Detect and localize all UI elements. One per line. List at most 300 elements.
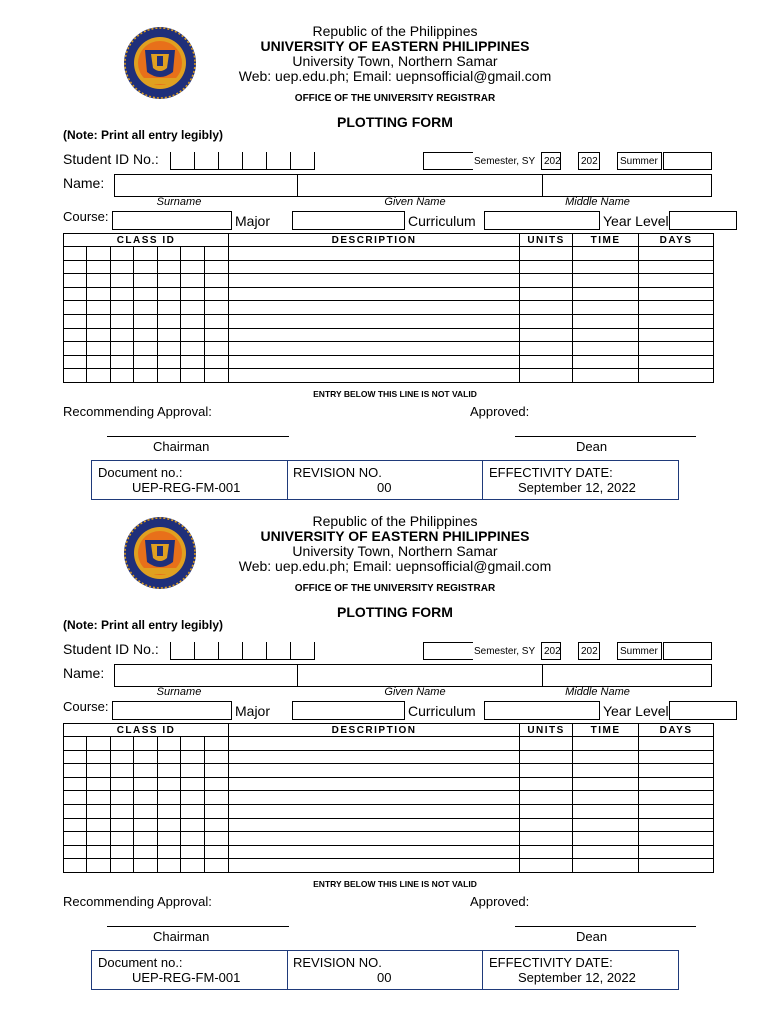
class-id-cell[interactable] <box>158 750 181 764</box>
description-cell[interactable] <box>229 804 520 818</box>
class-id-cell[interactable] <box>111 859 134 873</box>
chairman-label: Chairman <box>153 929 210 944</box>
class-id-cell[interactable] <box>205 832 229 846</box>
class-id-cell[interactable] <box>134 287 158 301</box>
middle-name-field[interactable] <box>542 664 712 687</box>
student-id-digit-box[interactable] <box>266 642 291 660</box>
name-label: Name: <box>63 665 105 681</box>
time-cell[interactable] <box>573 859 639 873</box>
student-id-digit-box[interactable] <box>242 642 267 660</box>
class-id-cell[interactable] <box>111 287 134 301</box>
class-id-cell[interactable] <box>205 791 229 805</box>
days-cell[interactable] <box>639 355 714 369</box>
time-cell[interactable] <box>573 804 639 818</box>
class-id-cell[interactable] <box>134 859 158 873</box>
class-id-cell[interactable] <box>134 750 158 764</box>
class-id-cell[interactable] <box>64 260 87 274</box>
class-id-cell[interactable] <box>181 328 205 342</box>
time-header: TIME <box>573 724 639 737</box>
days-cell[interactable] <box>639 369 714 383</box>
class-id-cell[interactable] <box>87 328 111 342</box>
republic-line: Republic of the Philippines <box>312 23 478 39</box>
units-cell[interactable] <box>520 791 573 805</box>
units-cell[interactable] <box>520 750 573 764</box>
description-cell[interactable] <box>229 750 520 764</box>
units-cell[interactable] <box>520 859 573 873</box>
table-row <box>64 777 714 791</box>
units-cell[interactable] <box>520 804 573 818</box>
summer-label: Summer <box>620 646 658 657</box>
semester-field[interactable] <box>423 152 473 170</box>
class-id-cell[interactable] <box>111 777 134 791</box>
class-id-cell[interactable] <box>158 314 181 328</box>
class-id-cell[interactable] <box>87 859 111 873</box>
class-id-cell[interactable] <box>134 301 158 315</box>
days-cell[interactable] <box>639 260 714 274</box>
time-cell[interactable] <box>573 342 639 356</box>
class-id-cell[interactable] <box>64 274 87 288</box>
description-cell[interactable] <box>229 287 520 301</box>
table-row <box>64 818 714 832</box>
class-id-cell[interactable] <box>87 737 111 751</box>
description-cell[interactable] <box>229 260 520 274</box>
table-row <box>64 342 714 356</box>
time-cell[interactable] <box>573 274 639 288</box>
time-cell[interactable] <box>573 777 639 791</box>
class-id-cell[interactable] <box>158 247 181 261</box>
class-id-cell[interactable] <box>205 818 229 832</box>
description-header: DESCRIPTION <box>229 234 520 247</box>
class-id-cell[interactable] <box>158 287 181 301</box>
class-id-cell[interactable] <box>205 314 229 328</box>
description-cell[interactable] <box>229 859 520 873</box>
class-id-cell[interactable] <box>111 342 134 356</box>
summer-box[interactable] <box>617 642 662 660</box>
class-id-cell[interactable] <box>205 737 229 751</box>
class-id-cell[interactable] <box>181 804 205 818</box>
class-id-cell[interactable] <box>87 260 111 274</box>
class-id-cell[interactable] <box>64 369 87 383</box>
days-cell[interactable] <box>639 301 714 315</box>
class-id-cell[interactable] <box>134 355 158 369</box>
class-id-cell[interactable] <box>181 791 205 805</box>
description-cell[interactable] <box>229 818 520 832</box>
dean-label: Dean <box>576 929 608 944</box>
class-id-cell[interactable] <box>87 832 111 846</box>
class-id-cell[interactable] <box>111 750 134 764</box>
university-location: University Town, Northern Samar <box>292 543 498 559</box>
units-cell[interactable] <box>520 737 573 751</box>
units-cell[interactable] <box>520 832 573 846</box>
curriculum-field[interactable] <box>484 211 600 230</box>
class-id-cell[interactable] <box>158 342 181 356</box>
description-cell[interactable] <box>229 247 520 261</box>
class-id-cell[interactable] <box>134 260 158 274</box>
course-field[interactable] <box>112 701 232 720</box>
curriculum-field[interactable] <box>484 701 600 720</box>
description-cell[interactable] <box>229 737 520 751</box>
class-id-cell[interactable] <box>205 369 229 383</box>
year-level-label: Year Level <box>603 703 669 719</box>
class-id-cell[interactable] <box>181 777 205 791</box>
class-id-cell[interactable] <box>158 777 181 791</box>
class-id-cell[interactable] <box>181 832 205 846</box>
time-cell[interactable] <box>573 260 639 274</box>
class-id-cell[interactable] <box>158 845 181 859</box>
class-id-cell[interactable] <box>111 355 134 369</box>
description-cell[interactable] <box>229 342 520 356</box>
class-id-cell[interactable] <box>205 260 229 274</box>
class-id-cell[interactable] <box>205 804 229 818</box>
class-id-cell[interactable] <box>64 804 87 818</box>
class-id-cell[interactable] <box>205 328 229 342</box>
subjects-table <box>63 723 714 873</box>
student-id-digit-box[interactable] <box>194 642 219 660</box>
class-id-cell[interactable] <box>87 314 111 328</box>
table-header-row <box>64 724 714 737</box>
class-id-cell[interactable] <box>158 355 181 369</box>
class-id-cell[interactable] <box>134 764 158 778</box>
class-id-cell[interactable] <box>158 764 181 778</box>
class-id-cell[interactable] <box>64 342 87 356</box>
class-id-cell[interactable] <box>87 764 111 778</box>
class-id-cell[interactable] <box>87 355 111 369</box>
class-id-cell[interactable] <box>181 260 205 274</box>
form-title: PLOTTING FORM <box>337 114 453 130</box>
class-id-cell[interactable] <box>64 287 87 301</box>
days-cell[interactable] <box>639 247 714 261</box>
units-cell[interactable] <box>520 764 573 778</box>
units-cell[interactable] <box>520 274 573 288</box>
given-name-caption: Given Name <box>384 196 446 208</box>
class-id-cell[interactable] <box>111 328 134 342</box>
class-id-cell[interactable] <box>87 369 111 383</box>
class-id-cell[interactable] <box>158 832 181 846</box>
days-cell[interactable] <box>639 777 714 791</box>
class-id-cell[interactable] <box>205 274 229 288</box>
class-id-cell[interactable] <box>111 791 134 805</box>
surname-field[interactable] <box>114 174 298 197</box>
given-name-field[interactable] <box>297 664 543 687</box>
doc-no-value: UEP-REG-FM-001 <box>132 970 241 985</box>
description-cell[interactable] <box>229 791 520 805</box>
class-id-cell[interactable] <box>181 247 205 261</box>
summer-field[interactable] <box>663 152 712 170</box>
class-id-cell[interactable] <box>87 791 111 805</box>
class-id-cell[interactable] <box>87 777 111 791</box>
doc-no-value: UEP-REG-FM-001 <box>132 480 241 495</box>
class-id-cell[interactable] <box>111 260 134 274</box>
plotting-form <box>0 0 768 500</box>
semester-label: Semester, SY <box>474 646 536 657</box>
time-cell[interactable] <box>573 355 639 369</box>
major-field[interactable] <box>292 211 405 230</box>
class-id-cell[interactable] <box>158 791 181 805</box>
days-cell[interactable] <box>639 791 714 805</box>
class-id-cell[interactable] <box>87 804 111 818</box>
days-cell[interactable] <box>639 859 714 873</box>
units-header: UNITS <box>520 234 573 247</box>
units-cell[interactable] <box>520 355 573 369</box>
class-id-cell[interactable] <box>134 737 158 751</box>
year-level-field[interactable] <box>669 211 737 230</box>
description-cell[interactable] <box>229 314 520 328</box>
units-cell[interactable] <box>520 818 573 832</box>
class-id-cell[interactable] <box>87 750 111 764</box>
student-id-digit-box[interactable] <box>170 642 195 660</box>
units-cell[interactable] <box>520 314 573 328</box>
class-id-cell[interactable] <box>134 845 158 859</box>
class-id-cell[interactable] <box>64 328 87 342</box>
class-id-cell[interactable] <box>134 777 158 791</box>
days-cell[interactable] <box>639 764 714 778</box>
student-id-digit-box[interactable] <box>218 152 243 170</box>
class-id-cell[interactable] <box>134 314 158 328</box>
class-id-cell[interactable] <box>87 247 111 261</box>
units-cell[interactable] <box>520 328 573 342</box>
class-id-cell[interactable] <box>111 764 134 778</box>
days-header: DAYS <box>639 724 714 737</box>
class-id-cell[interactable] <box>111 737 134 751</box>
class-id-cell[interactable] <box>158 818 181 832</box>
class-id-cell[interactable] <box>181 301 205 315</box>
description-cell[interactable] <box>229 845 520 859</box>
class-id-cell[interactable] <box>134 328 158 342</box>
description-cell[interactable] <box>229 355 520 369</box>
student-id-label: Student ID No.: <box>63 151 159 167</box>
class-id-cell[interactable] <box>87 274 111 288</box>
name-label: Name: <box>63 175 105 191</box>
class-id-cell[interactable] <box>205 301 229 315</box>
class-id-cell[interactable] <box>205 777 229 791</box>
class-id-cell[interactable] <box>64 764 87 778</box>
class-id-cell[interactable] <box>158 737 181 751</box>
class-id-cell[interactable] <box>64 845 87 859</box>
class-id-cell[interactable] <box>64 818 87 832</box>
class-id-cell[interactable] <box>205 247 229 261</box>
class-id-cell[interactable] <box>64 355 87 369</box>
time-cell[interactable] <box>573 287 639 301</box>
days-cell[interactable] <box>639 274 714 288</box>
days-cell[interactable] <box>639 818 714 832</box>
units-cell[interactable] <box>520 845 573 859</box>
days-cell[interactable] <box>639 737 714 751</box>
table-row <box>64 247 714 261</box>
table-row <box>64 845 714 859</box>
student-id-digit-box[interactable] <box>170 152 195 170</box>
class-id-cell[interactable] <box>87 301 111 315</box>
class-id-cell[interactable] <box>134 818 158 832</box>
class-id-cell[interactable] <box>64 832 87 846</box>
class-id-cell[interactable] <box>64 737 87 751</box>
time-cell[interactable] <box>573 845 639 859</box>
description-cell[interactable] <box>229 832 520 846</box>
class-id-cell[interactable] <box>181 845 205 859</box>
class-id-cell[interactable] <box>87 287 111 301</box>
units-cell[interactable] <box>520 301 573 315</box>
days-cell[interactable] <box>639 845 714 859</box>
class-id-cell[interactable] <box>205 764 229 778</box>
time-cell[interactable] <box>573 301 639 315</box>
units-cell[interactable] <box>520 287 573 301</box>
class-id-cell[interactable] <box>134 342 158 356</box>
time-cell[interactable] <box>573 791 639 805</box>
student-id-digit-box[interactable] <box>290 642 315 660</box>
chairman-signature-line[interactable] <box>107 436 289 437</box>
dean-signature-line[interactable] <box>515 926 696 927</box>
time-header: TIME <box>573 234 639 247</box>
class-id-cell[interactable] <box>64 247 87 261</box>
days-cell[interactable] <box>639 328 714 342</box>
office-name: OFFICE OF THE UNIVERSITY REGISTRAR <box>294 93 496 104</box>
given-name-field[interactable] <box>297 174 543 197</box>
class-id-cell[interactable] <box>158 274 181 288</box>
class-id-cell[interactable] <box>111 301 134 315</box>
table-header-row <box>64 234 714 247</box>
description-cell[interactable] <box>229 764 520 778</box>
revision-value: 00 <box>377 480 392 495</box>
class-id-cell[interactable] <box>181 737 205 751</box>
class-id-cell[interactable] <box>134 274 158 288</box>
student-id-digit-box[interactable] <box>266 152 291 170</box>
curriculum-label: Curriculum <box>408 703 476 719</box>
class-id-cell[interactable] <box>134 369 158 383</box>
summer-box[interactable] <box>617 152 662 170</box>
class-id-cell[interactable] <box>181 287 205 301</box>
class-id-cell[interactable] <box>205 845 229 859</box>
middle-name-field[interactable] <box>542 174 712 197</box>
class-id-cell[interactable] <box>181 314 205 328</box>
class-id-cell[interactable] <box>64 859 87 873</box>
days-cell[interactable] <box>639 750 714 764</box>
days-cell[interactable] <box>639 804 714 818</box>
class-id-cell[interactable] <box>158 859 181 873</box>
class-id-cell[interactable] <box>111 274 134 288</box>
time-cell[interactable] <box>573 818 639 832</box>
semester-field[interactable] <box>423 642 473 660</box>
course-field[interactable] <box>112 211 232 230</box>
units-cell[interactable] <box>520 342 573 356</box>
days-cell[interactable] <box>639 287 714 301</box>
class-id-cell[interactable] <box>111 247 134 261</box>
student-id-digit-box[interactable] <box>218 642 243 660</box>
time-cell[interactable] <box>573 764 639 778</box>
time-cell[interactable] <box>573 328 639 342</box>
effectivity-value: September 12, 2022 <box>518 970 636 985</box>
sy-end: 202 <box>581 156 598 167</box>
class-id-cell[interactable] <box>181 355 205 369</box>
class-id-cell[interactable] <box>205 342 229 356</box>
class-id-cell[interactable] <box>134 791 158 805</box>
class-id-cell[interactable] <box>111 804 134 818</box>
middle-name-caption: Middle Name <box>565 196 630 208</box>
class-id-cell[interactable] <box>181 342 205 356</box>
time-cell[interactable] <box>573 737 639 751</box>
class-id-cell[interactable] <box>181 369 205 383</box>
days-cell[interactable] <box>639 342 714 356</box>
surname-caption: Surname <box>156 686 202 698</box>
class-id-cell[interactable] <box>158 804 181 818</box>
sy-start: 202 <box>544 156 561 167</box>
class-id-cell[interactable] <box>64 791 87 805</box>
units-cell[interactable] <box>520 777 573 791</box>
time-cell[interactable] <box>573 369 639 383</box>
class-id-cell[interactable] <box>111 845 134 859</box>
class-id-cell[interactable] <box>111 314 134 328</box>
class-id-cell[interactable] <box>158 301 181 315</box>
class-id-cell[interactable] <box>181 750 205 764</box>
class-id-cell[interactable] <box>87 342 111 356</box>
chairman-signature-line[interactable] <box>107 926 289 927</box>
major-field[interactable] <box>292 701 405 720</box>
description-cell[interactable] <box>229 369 520 383</box>
class-id-cell[interactable] <box>111 369 134 383</box>
table-row <box>64 859 714 873</box>
class-id-cell[interactable] <box>158 369 181 383</box>
class-id-cell[interactable] <box>87 818 111 832</box>
class-id-cell[interactable] <box>205 859 229 873</box>
class-id-cell[interactable] <box>87 845 111 859</box>
student-id-digit-box[interactable] <box>242 152 267 170</box>
class-id-cell[interactable] <box>134 247 158 261</box>
class-id-cell[interactable] <box>181 818 205 832</box>
units-cell[interactable] <box>520 260 573 274</box>
class-id-cell[interactable] <box>64 314 87 328</box>
units-cell[interactable] <box>520 247 573 261</box>
class-id-header: CLASS ID <box>64 724 229 737</box>
days-cell[interactable] <box>639 314 714 328</box>
class-id-cell[interactable] <box>181 859 205 873</box>
class-id-cell[interactable] <box>158 260 181 274</box>
class-id-cell[interactable] <box>205 287 229 301</box>
time-cell[interactable] <box>573 247 639 261</box>
days-cell[interactable] <box>639 832 714 846</box>
table-row <box>64 274 714 288</box>
description-cell[interactable] <box>229 301 520 315</box>
university-seal-icon <box>123 26 197 100</box>
class-id-cell[interactable] <box>134 804 158 818</box>
class-id-cell[interactable] <box>64 750 87 764</box>
time-cell[interactable] <box>573 750 639 764</box>
description-cell[interactable] <box>229 274 520 288</box>
description-cell[interactable] <box>229 328 520 342</box>
class-id-cell[interactable] <box>111 832 134 846</box>
class-id-cell[interactable] <box>158 328 181 342</box>
year-level-field[interactable] <box>669 701 737 720</box>
summer-field[interactable] <box>663 642 712 660</box>
dean-signature-line[interactable] <box>515 436 696 437</box>
time-cell[interactable] <box>573 832 639 846</box>
effectivity-label: EFFECTIVITY DATE: <box>489 465 613 480</box>
class-id-cell[interactable] <box>181 764 205 778</box>
units-cell[interactable] <box>520 369 573 383</box>
student-id-digit-box[interactable] <box>194 152 219 170</box>
class-id-cell[interactable] <box>134 832 158 846</box>
student-id-digit-box[interactable] <box>290 152 315 170</box>
effectivity-cell <box>483 951 679 989</box>
time-cell[interactable] <box>573 314 639 328</box>
class-id-cell[interactable] <box>111 818 134 832</box>
class-id-cell[interactable] <box>64 777 87 791</box>
class-id-cell[interactable] <box>205 355 229 369</box>
table-row <box>64 804 714 818</box>
description-cell[interactable] <box>229 777 520 791</box>
surname-field[interactable] <box>114 664 298 687</box>
table-row <box>64 314 714 328</box>
class-id-cell[interactable] <box>64 301 87 315</box>
class-id-cell[interactable] <box>205 750 229 764</box>
class-id-cell[interactable] <box>181 274 205 288</box>
